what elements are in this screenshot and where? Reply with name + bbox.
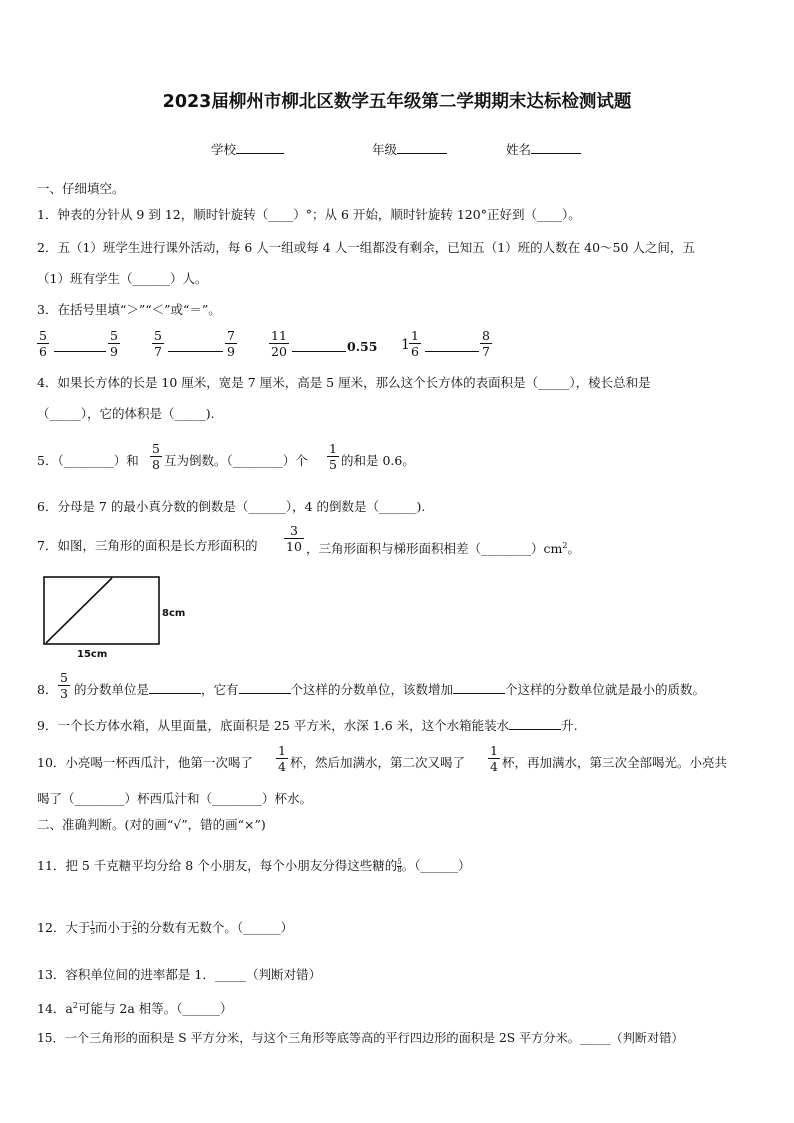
rectangle <box>44 577 159 644</box>
question-4-line2: （_____），它的体积是（_____). <box>37 406 215 421</box>
mixed-number-whole: 1 <box>401 337 410 353</box>
fraction: $\frac{1}{4}$ <box>278 743 286 774</box>
fraction: $\frac{3}{10}$ <box>286 523 302 554</box>
decimal-value: 0.55 <box>347 339 378 354</box>
fraction: $\frac{5}{6}$ <box>39 328 47 359</box>
figure-height-label: 8cm <box>162 608 186 619</box>
answer-line <box>292 351 346 352</box>
small-fraction: $\frac{5}{8}$ <box>397 858 402 874</box>
figure-width-label: 15cm <box>77 649 108 660</box>
fraction: $\frac{5}{7}$ <box>154 328 162 359</box>
question-5-part3: 的和是 0.6。 <box>341 453 415 468</box>
fraction: $\frac{5}{8}$ <box>152 441 160 472</box>
question-10-part2: 杯，然后加满水，第二次又喝了 <box>290 755 466 770</box>
question-3: 3．在括号里填“＞”“＜”或“＝”。 <box>37 302 221 317</box>
question-7-part2: ，三角形面积与梯形面积相差$(\_\_\_\_\_\_\_\_)cm^2$。 <box>306 541 580 557</box>
question-7-part1: 7．如图，三角形的面积是长方形面积的 <box>37 538 258 553</box>
fraction: $\frac{7}{9}$ <box>227 328 235 359</box>
section2-heading: 二、准确判断。(对的画“√”，错的画“×”) <box>37 817 266 832</box>
question-2-line2: （1）班有学生（______）人。 <box>37 271 208 286</box>
triangle-diagonal <box>46 578 112 643</box>
answer-line <box>168 351 223 352</box>
small-fraction: $\frac{1}{5}$ <box>90 920 95 936</box>
section1-heading: 一、仔细填空。 <box>37 181 125 196</box>
question-5-part1: 5．（________）和 <box>37 453 139 468</box>
question-6: 6．分母是 7 的最小真分数的倒数是（______），4 的倒数是（______). <box>37 499 426 514</box>
question-2-line1: 2．五（1）班学生进行课外活动，每 6 人一组或每 4 人一组都没有剩余，已知五（1）班的人数在 40～50 人之间，五 <box>37 240 695 255</box>
question-4-line1: 4．如果长方体的长是 10 厘米，宽是 7 厘米，高是 5 厘米，那么这个长方体的表面积是（_____），棱长总和是 <box>37 375 651 390</box>
fraction: $\frac{1}{4}$ <box>490 743 498 774</box>
name-label: 姓名 <box>506 142 532 157</box>
fraction: $\frac{1}{6}$ <box>411 328 419 359</box>
rectangle-figure <box>40 572 220 664</box>
question-9: 9．一个长方体水箱，从里面量，底面积是 25 平方米，水深 1.6 米，这个水箱能装水 升. <box>37 718 578 733</box>
name-field <box>506 142 581 158</box>
fraction: $\frac{1}{5}$ <box>329 441 337 472</box>
answer-line <box>54 351 106 352</box>
fraction: $\frac{5}{3}$ <box>60 670 68 701</box>
question-15: 15．一个三角形的面积是 S 平方分米，与这个三角形等底等高的平行四边形的面积是 2S 平方分米。_____（判断对错） <box>37 1031 684 1045</box>
fraction: $\frac{5}{9}$ <box>110 328 118 359</box>
page-title: 2023届柳州市柳北区数学五年级第二学期期末达标检测试题 <box>162 92 632 112</box>
question-12: 12．大于 $\frac{1}{5}$而小于 $\frac{2}{5}$的分数有无数个。（______） <box>37 920 294 936</box>
question-8-body: 的分数单位是 ，它有 个这样的分数单位，该数增加 个这样的分数单位就是最小的质数。 <box>74 682 706 697</box>
fraction: $\frac{8}{7}$ <box>482 328 490 359</box>
fraction: $\frac{11}{20}$ <box>271 328 287 359</box>
grade-label: 年级 <box>372 142 398 157</box>
question-10-part3: 杯，再加满水，第三次全部喝光。小亮共 <box>502 755 728 770</box>
school-field <box>211 142 284 158</box>
question-1: 1．钟表的分针从 9 到 12，顺时针旋转（____）°；从 6 开始，顺时针旋转 120°正好到（____）。 <box>37 207 581 222</box>
question-5-part2: 互为倒数。（________）个 <box>164 453 308 468</box>
answer-line <box>425 351 479 352</box>
question-13: 13．容积单位间的进率都是 1．_____（判断对错） <box>37 967 322 982</box>
grade-field <box>372 142 447 158</box>
question-14: 14．$a^2$可能与 2a 相等。（______） <box>37 1001 233 1017</box>
small-fraction: $\frac{2}{5}$ <box>132 920 137 936</box>
question-11: 11．把 5 千克糖平均分给 8 个小朋友，每个小朋友分得这些糖的 $\frac{5}{8}$。（______） <box>37 858 471 874</box>
school-label: 学校 <box>211 142 237 157</box>
question-8-num: 8． <box>37 682 58 697</box>
question-10-line2: 喝了（________）杯西瓜汁和（________）杯水。 <box>37 791 313 806</box>
question-10-part1: 10．小亮喝一杯西瓜汁，他第一次喝了 <box>37 755 253 770</box>
